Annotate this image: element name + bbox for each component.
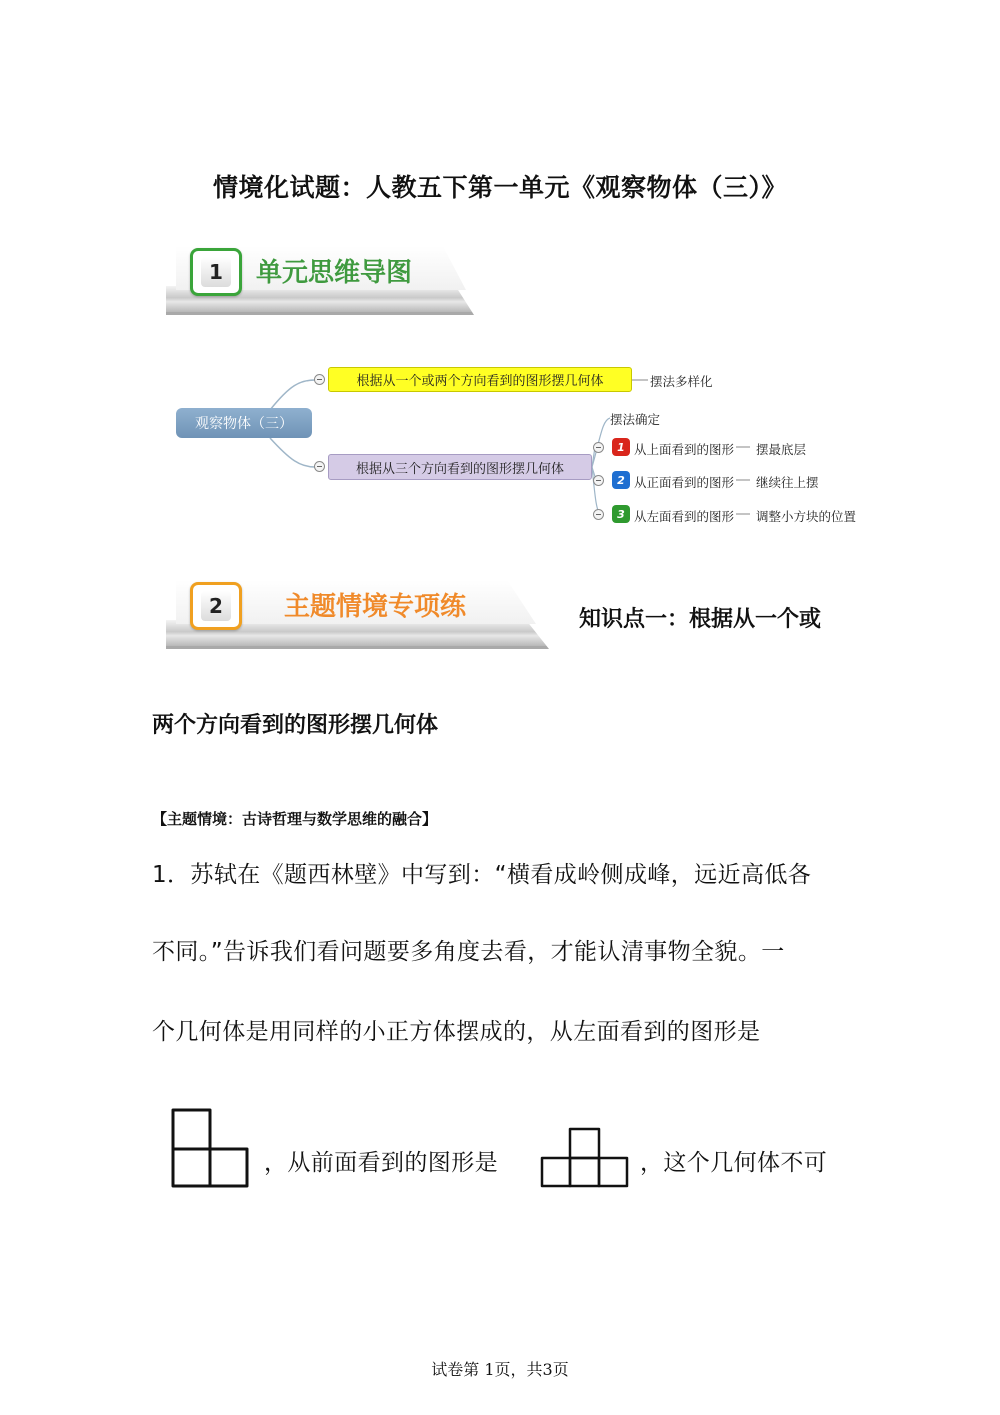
knowledge-point-heading: 知识点一：根据从一个或 bbox=[579, 607, 822, 632]
knowledge-point-heading-continued: 两个方向看到的图形摆几何体 bbox=[152, 713, 439, 738]
step-1-badge: 1 bbox=[612, 438, 630, 456]
section-banner-mindmap bbox=[166, 246, 476, 316]
section-number-badge bbox=[190, 248, 242, 296]
step-2-label: 从正面看到的图形 bbox=[634, 475, 735, 490]
collapse-toggle[interactable] bbox=[314, 374, 325, 385]
section-banner-practice bbox=[166, 580, 551, 650]
collapse-toggle[interactable] bbox=[593, 509, 604, 520]
step-3-note: 调整小方块的位置 bbox=[756, 509, 857, 524]
mindmap-leaf: 摆法多样化 bbox=[650, 374, 713, 389]
mindmap-root-label: 观察物体（三） bbox=[195, 416, 293, 432]
question-line-3: 个几何体是用同样的小正方体摆成的，从左面看到的图形是 bbox=[152, 1019, 761, 1045]
mindmap-branch-1-label: 根据从一个或两个方向看到的图形摆几何体 bbox=[356, 374, 604, 389]
step-3-label: 从左面看到的图形 bbox=[634, 509, 735, 524]
mindmap-branch-1 bbox=[328, 367, 632, 392]
mindmap-branch-2-header: 摆法确定 bbox=[610, 412, 661, 427]
question-line-4b: ，这个几何体不可 bbox=[640, 1150, 828, 1176]
question-line-1: 1．苏轼在《题西林壁》中写到：“横看成岭侧成峰，远近高低各 bbox=[152, 862, 812, 888]
collapse-toggle[interactable] bbox=[314, 461, 325, 472]
step-1-note: 摆最底层 bbox=[756, 442, 807, 457]
mind-map bbox=[170, 360, 870, 530]
page-title: 情境化试题：人教五下第一单元《观察物体（三）》 bbox=[212, 173, 787, 202]
section-number-badge bbox=[190, 582, 242, 630]
front-view-figure bbox=[538, 1124, 632, 1192]
page-footer: 试卷第 1页，共3页 bbox=[431, 1360, 569, 1379]
step-3-badge: 3 bbox=[612, 505, 630, 523]
mindmap-branch-2-label: 根据从三个方向看到的图形摆几何体 bbox=[355, 461, 564, 477]
question-line-4a: ，从前面看到的图形是 bbox=[264, 1150, 498, 1176]
step-2-note: 继续往上摆 bbox=[756, 475, 819, 490]
mindmap-root bbox=[176, 408, 312, 438]
section-number: 1 bbox=[201, 257, 231, 287]
question-line-2: 不同。”告诉我们看问题要多角度去看，才能认清事物全貌。一 bbox=[152, 939, 785, 965]
mindmap-branch-2 bbox=[328, 454, 592, 480]
section-number: 2 bbox=[201, 591, 231, 621]
section-label: 主题情境专项练 bbox=[284, 592, 467, 622]
section-label: 单元思维导图 bbox=[256, 258, 413, 288]
theme-label: 【主题情境：古诗哲理与数学思维的融合】 bbox=[152, 810, 438, 828]
left-view-figure bbox=[168, 1106, 254, 1192]
step-1-label: 从上面看到的图形 bbox=[634, 442, 735, 457]
collapse-toggle[interactable] bbox=[593, 442, 604, 453]
collapse-toggle[interactable] bbox=[593, 475, 604, 486]
step-2-badge: 2 bbox=[612, 471, 630, 489]
